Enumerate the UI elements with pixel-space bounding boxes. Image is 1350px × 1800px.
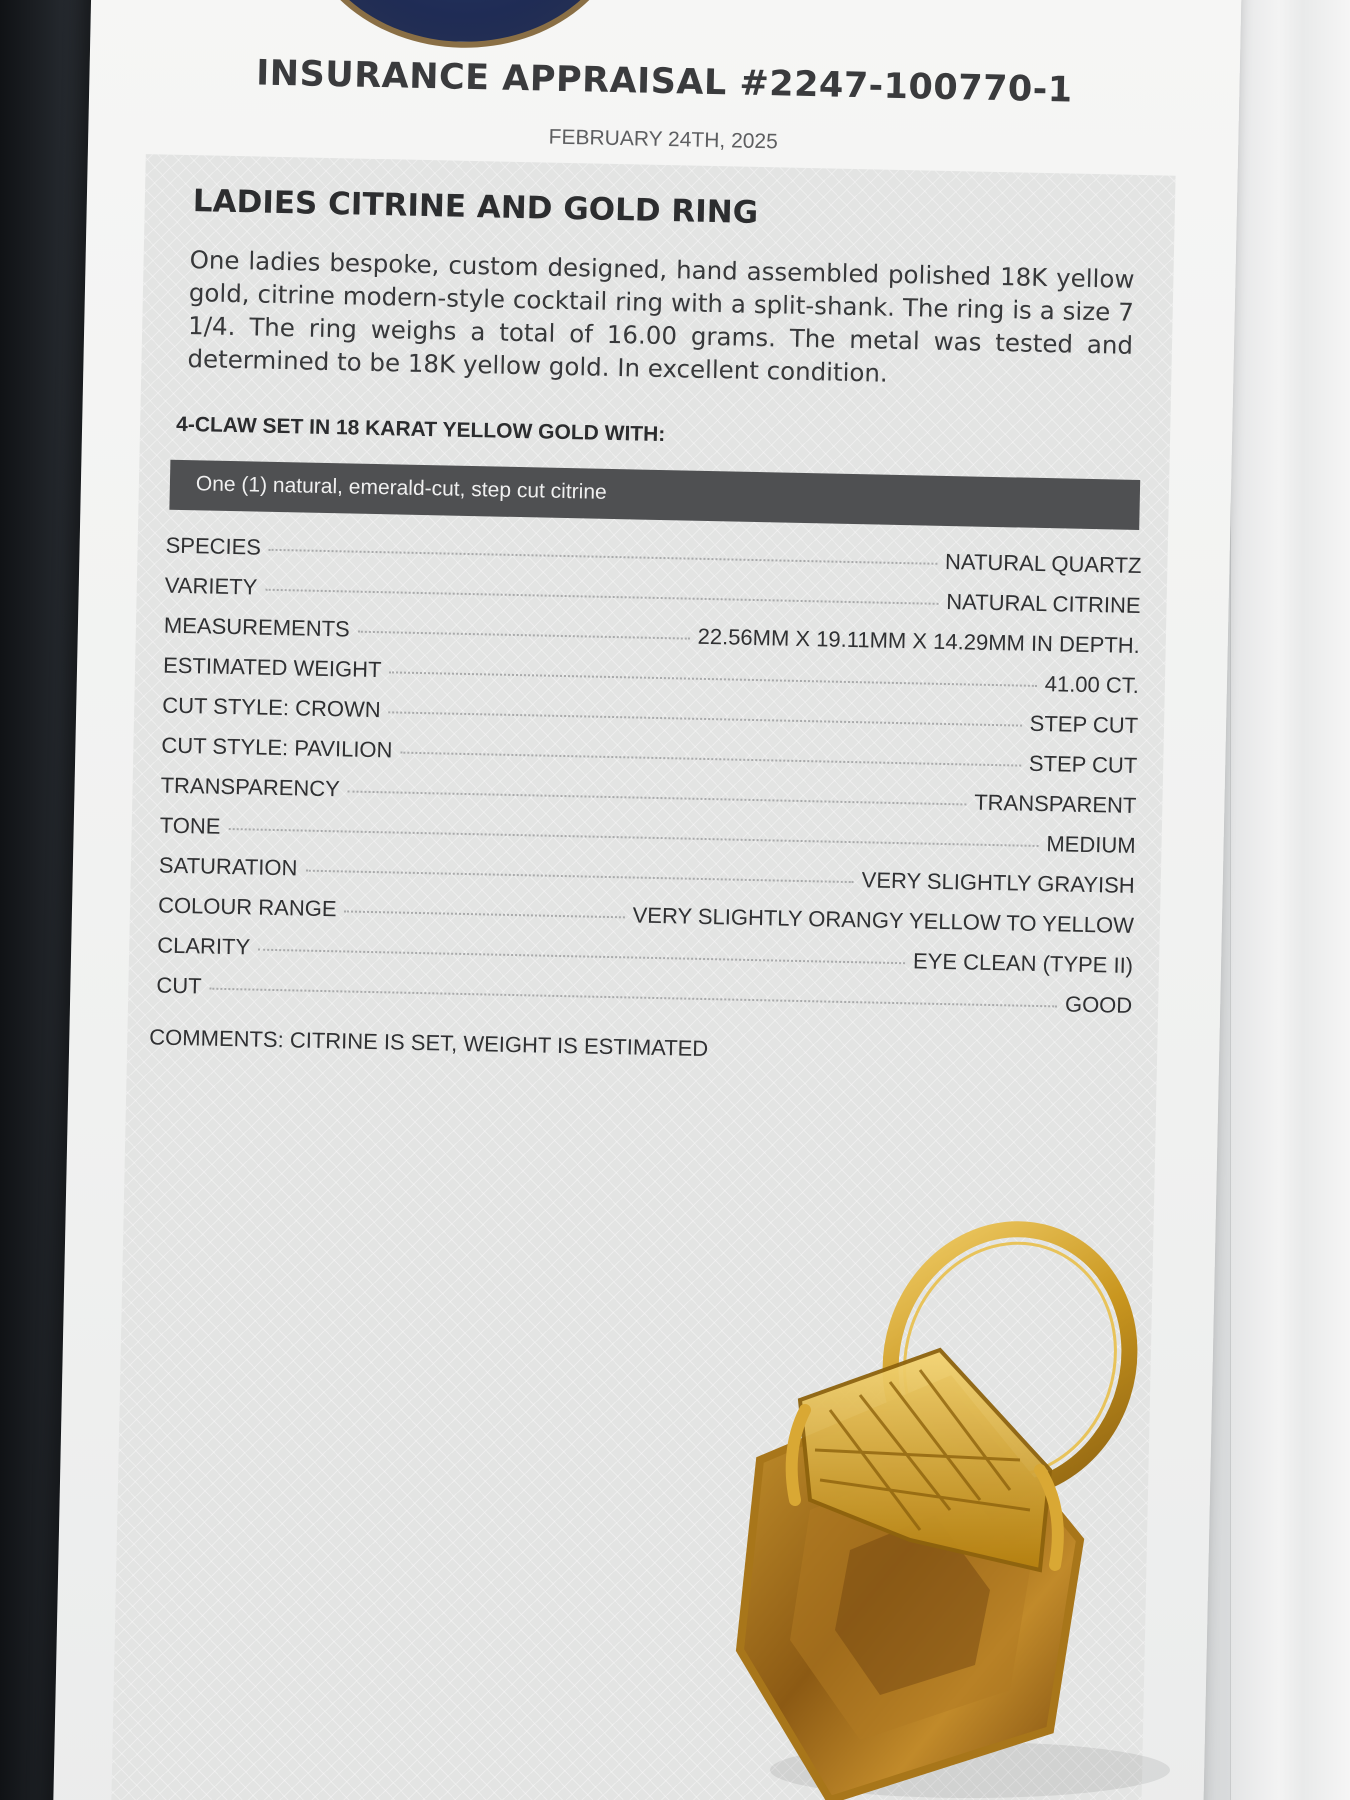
spec-value: NATURAL QUARTZ [944, 548, 1142, 579]
spec-value: STEP CUT [1028, 750, 1138, 779]
appraisal-date: FEBRUARY 24TH, 2025 [548, 125, 779, 154]
item-description: One ladies bespoke, custom designed, hand assembled polished 18K yellow gold, citrine modern-style cocktail ring with a split-shank. The ring is a size 7 1/4. The ring weighs a total of 16.00 grams. The metal was tested and determined to be 18K yellow gold. In excellent condition. [187, 245, 1135, 388]
spec-label: CUT STYLE: CROWN [162, 692, 381, 723]
item-title: LADIES CITRINE AND GOLD RING [192, 183, 759, 231]
dot-leader [348, 790, 966, 805]
appraiser-seal-icon [295, 0, 633, 51]
stone-summary-bar [169, 460, 1140, 530]
spec-label: CUT [156, 972, 202, 999]
dot-leader [228, 828, 1038, 847]
dot-leader [358, 631, 690, 640]
dot-leader [269, 549, 937, 565]
spec-label: SATURATION [158, 852, 298, 881]
appraisal-title: INSURANCE APPRAISAL #2247-100770-1 [255, 53, 1074, 111]
citrine-gold-ring-photo [720, 1210, 1220, 1800]
background-sheet [1230, 0, 1350, 1800]
dot-leader [400, 752, 1020, 767]
spec-value: VERY SLIGHTLY ORANGY YELLOW TO YELLOW [632, 902, 1135, 938]
setting-heading: 4-CLAW SET IN 18 KARAT YELLOW GOLD WITH: [175, 412, 666, 447]
dot-leader [210, 988, 1057, 1008]
spec-label: TRANSPARENCY [160, 772, 341, 802]
spec-value: NATURAL CITRINE [946, 588, 1141, 619]
spec-value: STEP CUT [1029, 710, 1139, 739]
spec-label: CUT STYLE: PAVILION [161, 732, 393, 763]
dot-leader [258, 949, 905, 965]
stone-summary: One (1) natural, emerald-cut, step cut citrine [195, 472, 607, 504]
dot-leader [305, 870, 853, 883]
dot-leader [389, 711, 1022, 726]
spec-label: ESTIMATED WEIGHT [162, 652, 382, 683]
spec-label: CLARITY [156, 932, 251, 960]
spec-value: 22.56MM X 19.11MM X 14.29MM IN DEPTH. [697, 623, 1141, 659]
spec-value: EYE CLEAN (TYPE II) [912, 948, 1134, 978]
spec-list [156, 533, 1142, 1033]
spec-value: VERY SLIGHTLY GRAYISH [861, 867, 1135, 898]
spec-label: SPECIES [165, 532, 262, 560]
spec-label: VARIETY [164, 572, 258, 600]
dot-leader [344, 910, 624, 918]
comments: COMMENTS: CITRINE IS SET, WEIGHT IS ESTIMATED [149, 1024, 709, 1062]
spec-value: 41.00 CT. [1044, 671, 1140, 699]
spec-label: TONE [159, 812, 221, 839]
spec-value: TRANSPARENT [973, 789, 1137, 819]
spec-label: MEASUREMENTS [163, 612, 350, 642]
spec-value: MEDIUM [1046, 831, 1136, 859]
dot-leader [389, 671, 1036, 687]
spec-label: COLOUR RANGE [157, 892, 337, 922]
dot-leader [265, 589, 938, 605]
spec-value: GOOD [1064, 991, 1133, 1018]
